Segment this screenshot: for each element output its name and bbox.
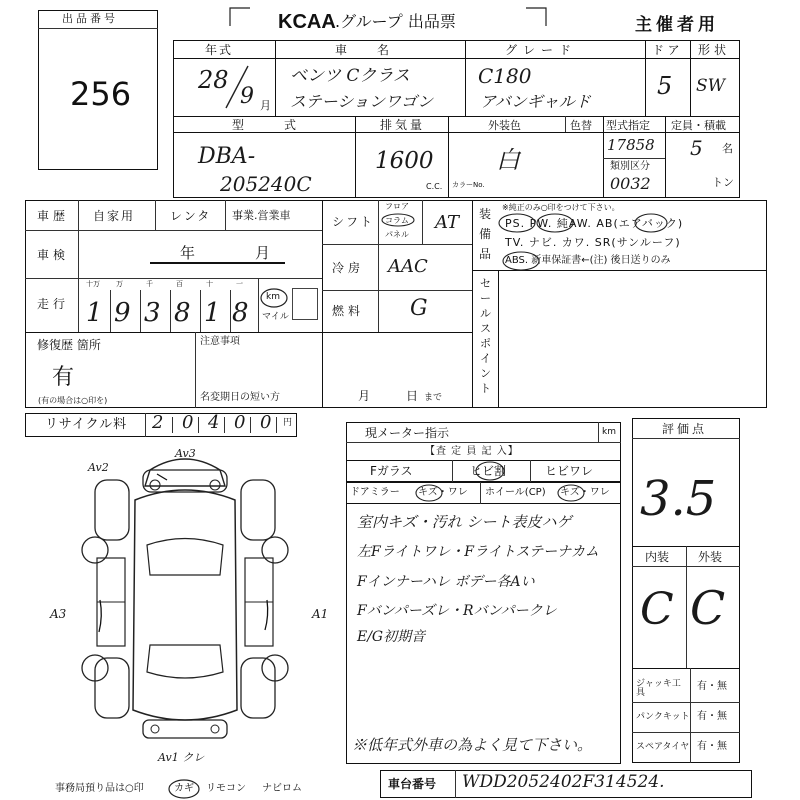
column-circle bbox=[380, 212, 416, 228]
floor-option: フロア bbox=[385, 202, 409, 211]
doors-value: 5 bbox=[657, 72, 673, 100]
corner-mark-left bbox=[228, 4, 258, 34]
recycle-digit: 0 bbox=[182, 412, 194, 433]
class-value: 0032 bbox=[610, 174, 651, 193]
sales-point-char: ン bbox=[480, 367, 491, 380]
fuel-value: G bbox=[410, 296, 428, 321]
chassis-label: 車台番号 bbox=[388, 777, 437, 791]
doors-label: ドア bbox=[652, 43, 684, 57]
meter-unit: km bbox=[602, 427, 616, 437]
jack-value: 有・無 bbox=[697, 681, 727, 692]
sales-point-char: ト bbox=[480, 382, 491, 395]
damage-mark-av1: Av1 クレ bbox=[158, 751, 205, 764]
inspector-note: Fバンパーズレ・Rバンパークレ bbox=[357, 603, 557, 619]
door-mirror-label: ドアミラー bbox=[350, 487, 400, 498]
crack-label: ヒビ割 bbox=[470, 464, 507, 478]
door-mirror-opts: キズ・ワレ bbox=[418, 487, 468, 498]
displacement-value: 1600 bbox=[375, 148, 434, 174]
sales-point-char: セ bbox=[480, 277, 491, 290]
history-label: 車歴 bbox=[37, 209, 70, 223]
crack-repair-label: ヒビワレ bbox=[545, 464, 594, 478]
wheel-label: ホイール(CP) bbox=[485, 487, 546, 498]
inspector-entry-label: 【査 定 員 記 入】 bbox=[425, 446, 519, 457]
ac-value: AAC bbox=[388, 256, 428, 277]
inspection-year-unit: 年 bbox=[180, 244, 196, 262]
panel-option: パネル bbox=[385, 230, 409, 239]
color-label: 外装色 bbox=[488, 119, 521, 132]
recycle-digit: 2 bbox=[152, 412, 164, 433]
rental-option: レンタ bbox=[170, 209, 212, 223]
lot-number: 256 bbox=[70, 75, 132, 113]
business-option: 事業.営業車 bbox=[232, 209, 291, 222]
equipment-circles bbox=[495, 208, 675, 278]
displacement-label: 排気量 bbox=[380, 118, 426, 132]
equipment-line2: TV. ナビ. カワ. SR(サンルーフ) bbox=[505, 236, 681, 249]
damage-mark-av3: Av3 bbox=[175, 447, 196, 460]
host-label: 主催者用 bbox=[635, 15, 719, 35]
month-value: 9 bbox=[240, 84, 254, 109]
wheel-circle bbox=[556, 483, 586, 503]
items-label: 事務局預り品は○印 bbox=[55, 783, 144, 794]
inspection-label: 車検 bbox=[37, 248, 70, 262]
mileage-label: 走行 bbox=[37, 297, 70, 311]
recycle-digit: 0 bbox=[260, 412, 272, 433]
inspector-footer-note: ※低年式外車の為よく見て下さい。 bbox=[352, 736, 593, 754]
mileage-digit: 3 bbox=[144, 298, 161, 328]
equipment-line1: PS. PW. 純AW. AB(エアバック) bbox=[505, 217, 684, 230]
shift-label: シフト bbox=[332, 215, 375, 229]
private-option: 自家用 bbox=[93, 209, 136, 223]
remote-label: リモコン bbox=[206, 783, 246, 794]
form-title: .グループ 出品票 bbox=[335, 12, 456, 31]
type-designation-value: 17858 bbox=[607, 136, 655, 154]
sales-point-char: ー bbox=[480, 292, 491, 305]
capacity-value: 5 bbox=[690, 136, 703, 160]
model-line1: ベンツ Cクラス bbox=[290, 66, 410, 86]
nav-label: ナビロム bbox=[262, 783, 302, 794]
sales-point-char: ポ bbox=[480, 337, 491, 350]
spare-value: 有・無 bbox=[697, 741, 727, 752]
type-designation-label: 型式指定 bbox=[606, 119, 650, 132]
score-value: 3.5 bbox=[640, 471, 717, 527]
type-line1: DBA- bbox=[198, 144, 256, 169]
body-label: 形状 bbox=[698, 43, 731, 57]
model-line2: ステーションワゴン bbox=[290, 92, 434, 111]
digit-header: 十 bbox=[206, 280, 213, 288]
digit-header: 万 bbox=[116, 280, 123, 288]
model-label: 車名 bbox=[335, 43, 420, 57]
brand-logo: KCAA bbox=[278, 11, 336, 33]
exterior-value: C bbox=[690, 581, 726, 635]
fuel-label: 燃料 bbox=[332, 304, 365, 318]
load-unit: トン bbox=[712, 176, 734, 189]
corner-mark-right bbox=[520, 4, 550, 34]
name-change-month: 月 bbox=[358, 389, 371, 403]
grade-label: グレード bbox=[505, 43, 578, 57]
name-change-day: 日 bbox=[406, 389, 419, 403]
equipment-label-3: 品 bbox=[479, 247, 492, 261]
repair-note: (有の場合は○印を) bbox=[38, 396, 108, 405]
jack-label: ジャッキ工具 bbox=[636, 679, 681, 698]
repair-label: 修復歴 箇所 bbox=[37, 338, 101, 352]
equipment-note: ※純正のみ○印をつけて下さい。 bbox=[502, 203, 620, 212]
type-line2: 205240C bbox=[220, 172, 312, 196]
meter-label: 現メーター指示 bbox=[365, 426, 450, 440]
sales-point-label bbox=[480, 278, 494, 398]
digit-header: 一 bbox=[236, 280, 243, 288]
sales-point-char: ル bbox=[480, 307, 491, 320]
class-label: 類別区分 bbox=[610, 161, 650, 172]
damage-mark-a3: A3 bbox=[50, 607, 67, 621]
inspection-strike bbox=[150, 262, 285, 264]
digit-header: 千 bbox=[146, 280, 153, 288]
grade-line2: アバンギャルド bbox=[480, 92, 591, 111]
key-label: カギ bbox=[174, 783, 194, 794]
sales-point-char: ス bbox=[480, 322, 491, 335]
lot-number-label: 出品番号 bbox=[62, 12, 118, 25]
spare-label: スペアタイヤ bbox=[636, 742, 690, 752]
shift-value: AT bbox=[435, 212, 460, 233]
inspector-note: 左Fライトワレ・Fライトステーナカム bbox=[357, 544, 599, 560]
mileage-digit: 1 bbox=[204, 298, 221, 328]
damage-mark-av2: Av2 bbox=[88, 461, 109, 474]
interior-value: C bbox=[640, 584, 674, 635]
wheel-opts: キズ・ワレ bbox=[560, 487, 610, 498]
mirror-circle bbox=[414, 483, 444, 503]
mileage-digit: 8 bbox=[174, 298, 191, 328]
sales-point-char: イ bbox=[480, 352, 491, 365]
column-option: コラム bbox=[385, 216, 409, 225]
name-change-label: 名変期日の短い方 bbox=[200, 392, 280, 403]
color-value: 白 bbox=[496, 146, 520, 174]
ac-label: 冷房 bbox=[332, 261, 365, 275]
damage-mark-a1: A1 bbox=[312, 607, 329, 621]
capacity-label: 定員・積載 bbox=[671, 119, 726, 132]
equipment-line3: ABS. 新車保証書←(注) 後日送りのみ bbox=[505, 255, 671, 266]
inspector-note: 室内キズ・汚れ シート表皮ハゲ bbox=[357, 513, 572, 531]
equipment-label-2: 備 bbox=[479, 227, 492, 241]
exterior-label: 外装 bbox=[698, 550, 723, 564]
score-label: 評価点 bbox=[662, 422, 708, 436]
color-no-label: カラーNo. bbox=[452, 181, 485, 189]
recycle-label: リサイクル料 bbox=[45, 417, 128, 432]
puncture-value: 有・無 bbox=[697, 711, 727, 722]
digit-header: 百 bbox=[176, 280, 183, 288]
color-change-label: 色替 bbox=[570, 119, 592, 132]
mileage-digit: 9 bbox=[114, 298, 131, 328]
inspector-note: Fインナーハレ ボデー各Aい bbox=[357, 574, 535, 590]
km-unit: km bbox=[266, 292, 280, 302]
stamp-square bbox=[292, 288, 318, 320]
mile-unit: マイル bbox=[262, 312, 289, 322]
crack-circle bbox=[468, 460, 514, 482]
grade-line1: C180 bbox=[478, 64, 532, 88]
interior-label: 内装 bbox=[645, 550, 670, 564]
chassis-value: WDD2052402F314524. bbox=[462, 772, 665, 792]
capacity-unit: 名 bbox=[722, 142, 733, 155]
name-change-until: まで bbox=[424, 393, 443, 403]
mileage-digit: 1 bbox=[86, 298, 103, 328]
year-label: 年式 bbox=[205, 43, 234, 57]
km-circle bbox=[259, 287, 289, 309]
recycle-digit: 4 bbox=[208, 412, 220, 433]
mileage-digit: 8 bbox=[232, 298, 249, 328]
type-label: 型式 bbox=[232, 118, 337, 132]
divider bbox=[38, 28, 158, 29]
caution-label: 注意事項 bbox=[200, 336, 240, 347]
recycle-yen: 円 bbox=[283, 418, 293, 428]
f-glass-label: Fガラス bbox=[370, 464, 413, 478]
repair-value: 有 bbox=[52, 365, 75, 390]
year-value: 28 bbox=[198, 66, 229, 94]
puncture-label: パンクキット bbox=[636, 712, 690, 722]
car-diagram bbox=[55, 440, 315, 760]
cc-unit: C.C. bbox=[426, 182, 443, 191]
inspector-note: E/G初期音 bbox=[357, 629, 426, 645]
month-unit: 月 bbox=[260, 99, 271, 112]
inspection-month-unit: 月 bbox=[255, 244, 271, 262]
key-circle bbox=[167, 778, 201, 800]
digit-header: 十万 bbox=[86, 280, 100, 288]
equipment-label-1: 装 bbox=[479, 207, 492, 221]
body-value: SW bbox=[696, 76, 726, 96]
recycle-digit: 0 bbox=[234, 412, 246, 433]
